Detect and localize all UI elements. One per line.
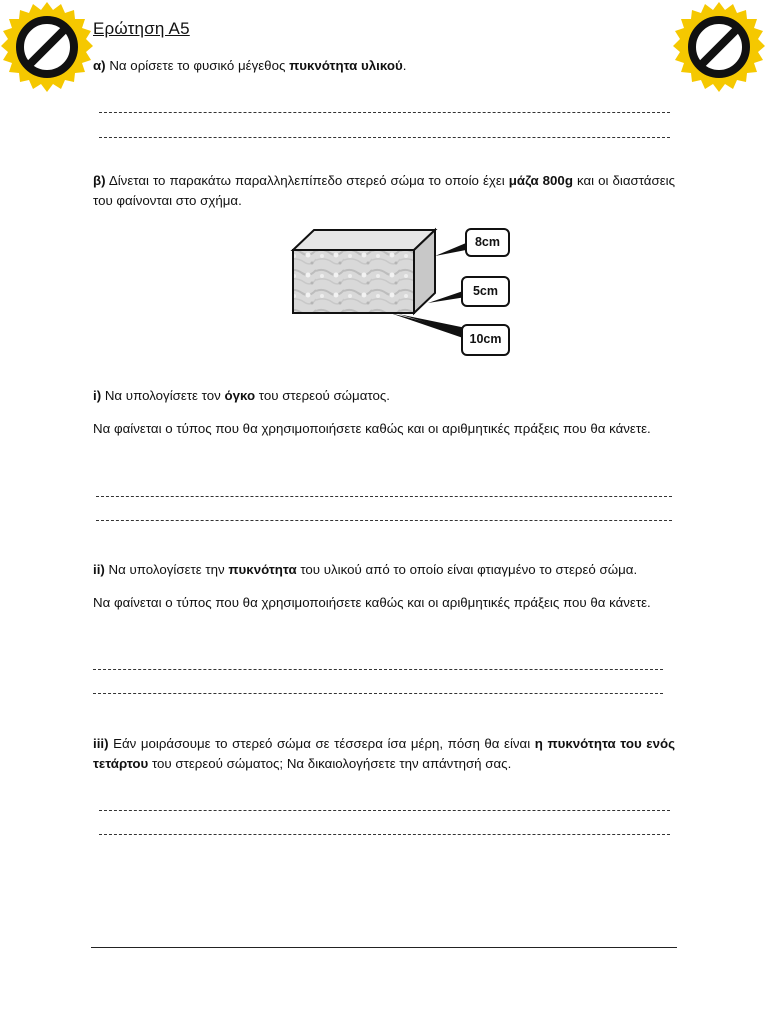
answer-line[interactable]	[99, 112, 670, 113]
part-a-question: α) Να ορίσετε το φυσικό μέγεθος πυκνότητα υλικού.	[93, 58, 407, 73]
part-ii-instruction: Να φαίνεται ο τύπος που θα χρησιμοποιήσετε καθώς και οι αριθμητικές πράξεις που θα κάνετε.	[93, 595, 651, 610]
part-i-question: i) Να υπολογίσετε τον όγκο του στερεού σώματος.	[93, 388, 390, 403]
part-b-keyword: μάζα 800g	[508, 173, 573, 188]
part-iii-question: iii) Εάν μοιράσουμε το στερεό σώμα σε τέσσερα ίσα μέρη, πόση θα είναι η πυκνότητα του ενός τετάρτου του στερεού σώματος; Να δικαιολογήσετε την απάντησή σας.	[93, 736, 675, 771]
part-i-instruction: Να φαίνεται ο τύπος που θα χρησιμοποιήσετε καθώς και οι αριθμητικές πράξεις που θα κάνετε.	[93, 421, 651, 436]
answer-line[interactable]	[96, 496, 672, 497]
part-b-label: β)	[93, 173, 106, 188]
dimension-label-5cm: 5cm	[461, 276, 510, 307]
cuboid-top-face	[293, 230, 435, 250]
part-ii-label: ii)	[93, 562, 105, 577]
answer-line[interactable]	[96, 520, 672, 521]
question-title: Ερώτηση Α5	[93, 19, 190, 38]
part-ii-keyword: πυκνότητα	[228, 562, 297, 577]
part-i-label: i)	[93, 388, 102, 403]
answer-line[interactable]	[93, 693, 663, 694]
part-a-keyword: πυκνότητα υλικού	[289, 58, 403, 73]
cuboid-front-face	[293, 250, 414, 313]
page-bottom-rule	[91, 947, 677, 948]
part-iii-keyword: η πυκνότητα του ενός τετάρτου	[93, 736, 675, 771]
part-b-question: β) Δίνεται το παρακάτω παραλληλεπίπεδο στερεό σώμα το οποίο έχει μάζα 800g και οι διαστάσεις του φαίνονται στο σχήμα.	[93, 173, 675, 208]
answer-line[interactable]	[93, 669, 663, 670]
part-a-label: α)	[93, 58, 106, 73]
no-entry-badge-icon	[673, 2, 765, 94]
no-entry-badge-icon	[1, 2, 93, 94]
dimension-label-8cm: 8cm	[465, 228, 510, 257]
dimension-label-10cm: 10cm	[461, 324, 510, 356]
answer-line[interactable]	[99, 834, 670, 835]
part-iii-label: iii)	[93, 736, 109, 751]
part-i-keyword: όγκο	[224, 388, 256, 403]
callout-pointer	[435, 243, 466, 256]
answer-line[interactable]	[99, 810, 670, 811]
answer-line[interactable]	[99, 137, 670, 138]
part-ii-question: ii) Να υπολογίσετε την πυκνότητα του υλικού από το οποίο είναι φτιαγμένο το στερεό σώμα.	[93, 562, 638, 577]
